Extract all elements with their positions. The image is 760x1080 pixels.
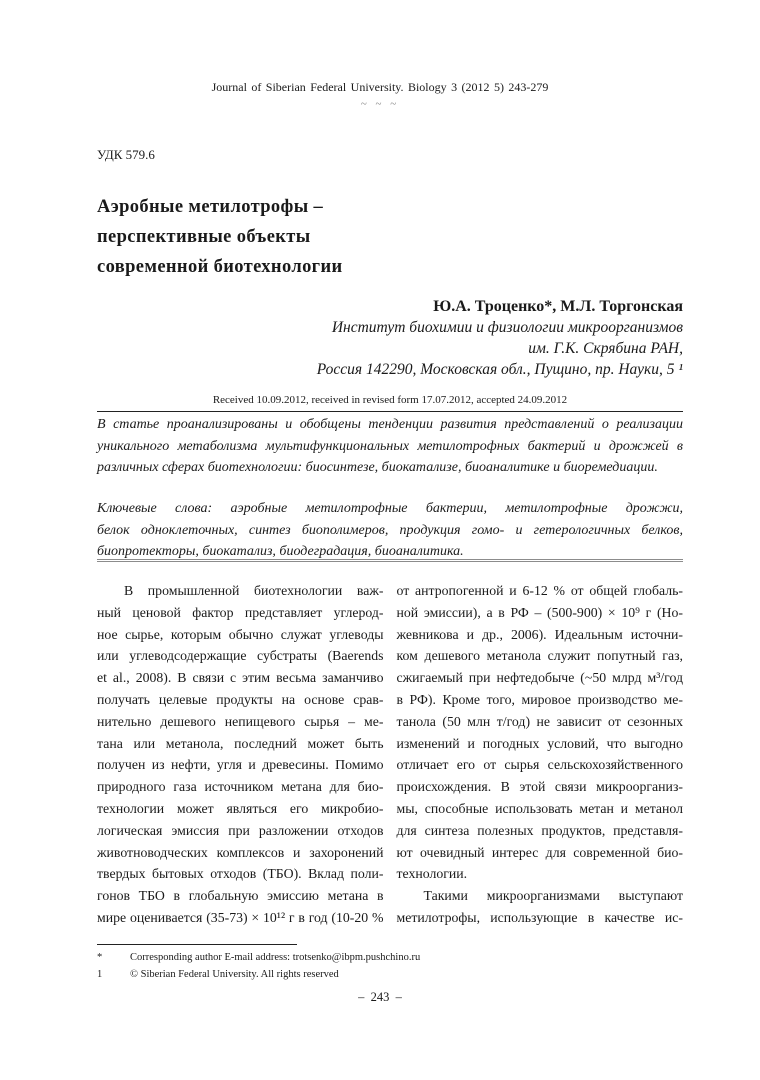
text-line: ют очевидный интерес для современной био- bbox=[396, 844, 683, 860]
text-line: биопротекторы, биокатализ, биодеградация, биоаналитика. bbox=[97, 544, 464, 559]
text-line: Ключевые слова: аэробные метилотрофные бактерии, метилотрофные дрожжи, bbox=[97, 501, 683, 516]
footnote-marker: * bbox=[97, 952, 103, 963]
body-left-column bbox=[97, 580, 384, 929]
text-line: различных сферах биотехнологии: биосинтезе, биокатализе, биоаналитике и биоремедиации. bbox=[97, 460, 658, 475]
text-line: уникального метаболизма мультифункциональных метилотрофных бактерий и дрожжей в bbox=[97, 438, 683, 454]
text-line: происхождения. В этой связи микроорганиз- bbox=[396, 779, 683, 795]
text-line: мы, способные использовать метан и метанол bbox=[396, 800, 683, 816]
text-line: технологии. bbox=[396, 866, 468, 882]
text-line: жевникова и др., 2006). Идеальным источни- bbox=[396, 626, 683, 642]
article-title-line: перспективные объекты bbox=[97, 227, 311, 247]
text-line: от антропогенной и 6-12 % от общей глобаль- bbox=[396, 583, 683, 598]
text-line: В статье проанализированы и обобщены тенденции развития представлений о реализации bbox=[97, 417, 683, 432]
text-line: отличает его от сырья сельскохозяйственного bbox=[396, 757, 683, 773]
text-line: природного газа источником метана для био- bbox=[97, 779, 384, 795]
abstract bbox=[97, 414, 683, 479]
text-line: гонов ТБО в глобальную эмиссию метана в bbox=[97, 888, 384, 904]
text-line: метилотрофы, использующие в качестве ис- bbox=[396, 909, 683, 925]
horizontal-rule bbox=[97, 411, 683, 412]
affiliation-line: Институт биохимии и физиологии микроорганизмов bbox=[331, 319, 683, 336]
text-line: белок одноклеточных, синтез биополимеров, продукция гомо- и гетерологичных белков, bbox=[97, 522, 683, 538]
article-title-line: Аэробные метилотрофы – bbox=[97, 197, 324, 217]
text-line: нительно дешевого непищевого сырья – ме- bbox=[97, 713, 384, 729]
author-names: Ю.А. Троценко*, М.Л. Торгонская bbox=[433, 298, 683, 315]
text-line: или углеводсодержащие субстраты (Baerends bbox=[97, 648, 384, 664]
text-line: животноводческих комплексов и захоронений bbox=[97, 844, 384, 860]
text-line: для синтеза полезных продуктов, представля- bbox=[396, 822, 683, 838]
footnotes bbox=[97, 949, 683, 983]
footnote-text: © Siberian Federal University. All rights reserved bbox=[130, 969, 339, 980]
affiliation-line: Россия 142290, Московская обл., Пущино, пр. Науки, 5 ¹ bbox=[316, 361, 683, 378]
article-title-line: современной биотехнологии bbox=[97, 257, 343, 277]
keywords bbox=[97, 498, 683, 563]
body-columns bbox=[97, 580, 683, 929]
text-line: В промышленной биотехнологии важ- bbox=[124, 583, 384, 598]
text-line: получать целевые продукты на основе срав- bbox=[97, 691, 384, 707]
footnote-text: Corresponding author E-mail address: trotsenko@ibpm.pushchino.ru bbox=[130, 952, 421, 963]
footnote-corresponding-author bbox=[97, 949, 683, 966]
tilde-ornament: ~ ~ ~ bbox=[360, 98, 400, 110]
authors-block bbox=[97, 296, 683, 380]
received-dates: Received 10.09.2012, received in revised form 17.07.2012, accepted 24.09.2012 bbox=[212, 394, 568, 406]
journal-header: Journal of Siberian Federal University. Biology 3 (2012 5) 243-279 bbox=[211, 80, 549, 94]
section-divider-rule bbox=[97, 559, 683, 562]
footnote-marker: 1 bbox=[97, 969, 103, 980]
body-right-column bbox=[397, 580, 684, 929]
text-line: получен из нефти, угля и древесины. Помимо bbox=[97, 757, 384, 773]
text-line: ком дешевого метанола служит попутный газ, bbox=[396, 648, 683, 664]
page-number: – 243 – bbox=[358, 990, 402, 1004]
text-line: ное сырье, которым обычно служат углеводы bbox=[97, 626, 384, 642]
text-line: тана или метанола, последний может быть bbox=[97, 735, 384, 751]
text-line: ный ценовой фактор представляет углерод- bbox=[97, 604, 384, 620]
affiliation-line: им. Г.К. Скрябина РАН, bbox=[528, 340, 683, 357]
footnote-rule bbox=[97, 944, 297, 945]
text-line: в РФ). Кроме того, мировое производство ме- bbox=[396, 691, 683, 707]
text-line: изменений и погодных условий, что выгодно bbox=[396, 735, 683, 751]
text-line: ной эмиссии), а в РФ – (500-900) × 10⁹ г (Но- bbox=[396, 604, 683, 620]
text-line: et al., 2008). В связи с этим весьма заманчиво bbox=[97, 670, 384, 686]
text-line: логическая эмиссия при разложении отходов bbox=[97, 822, 384, 838]
udk-code: УДК 579.6 bbox=[97, 147, 155, 162]
text-line: Такими микроорганизмами выступают bbox=[423, 888, 683, 904]
text-line: сжигаемый при нефтедобыче (~50 млрд м³/год bbox=[396, 670, 683, 686]
footnote-copyright bbox=[97, 966, 683, 983]
text-line: танола (50 млн т/год) не зависит от сезонных bbox=[396, 713, 683, 729]
text-line: технологии может являться его микробио- bbox=[97, 800, 384, 816]
text-line: твердых бытовых отходов (ТБО). Вклад поли- bbox=[97, 866, 384, 882]
article-title bbox=[97, 192, 683, 282]
text-line: мире оценивается (35-73) × 10¹² г в год (10-20 % bbox=[97, 909, 384, 925]
